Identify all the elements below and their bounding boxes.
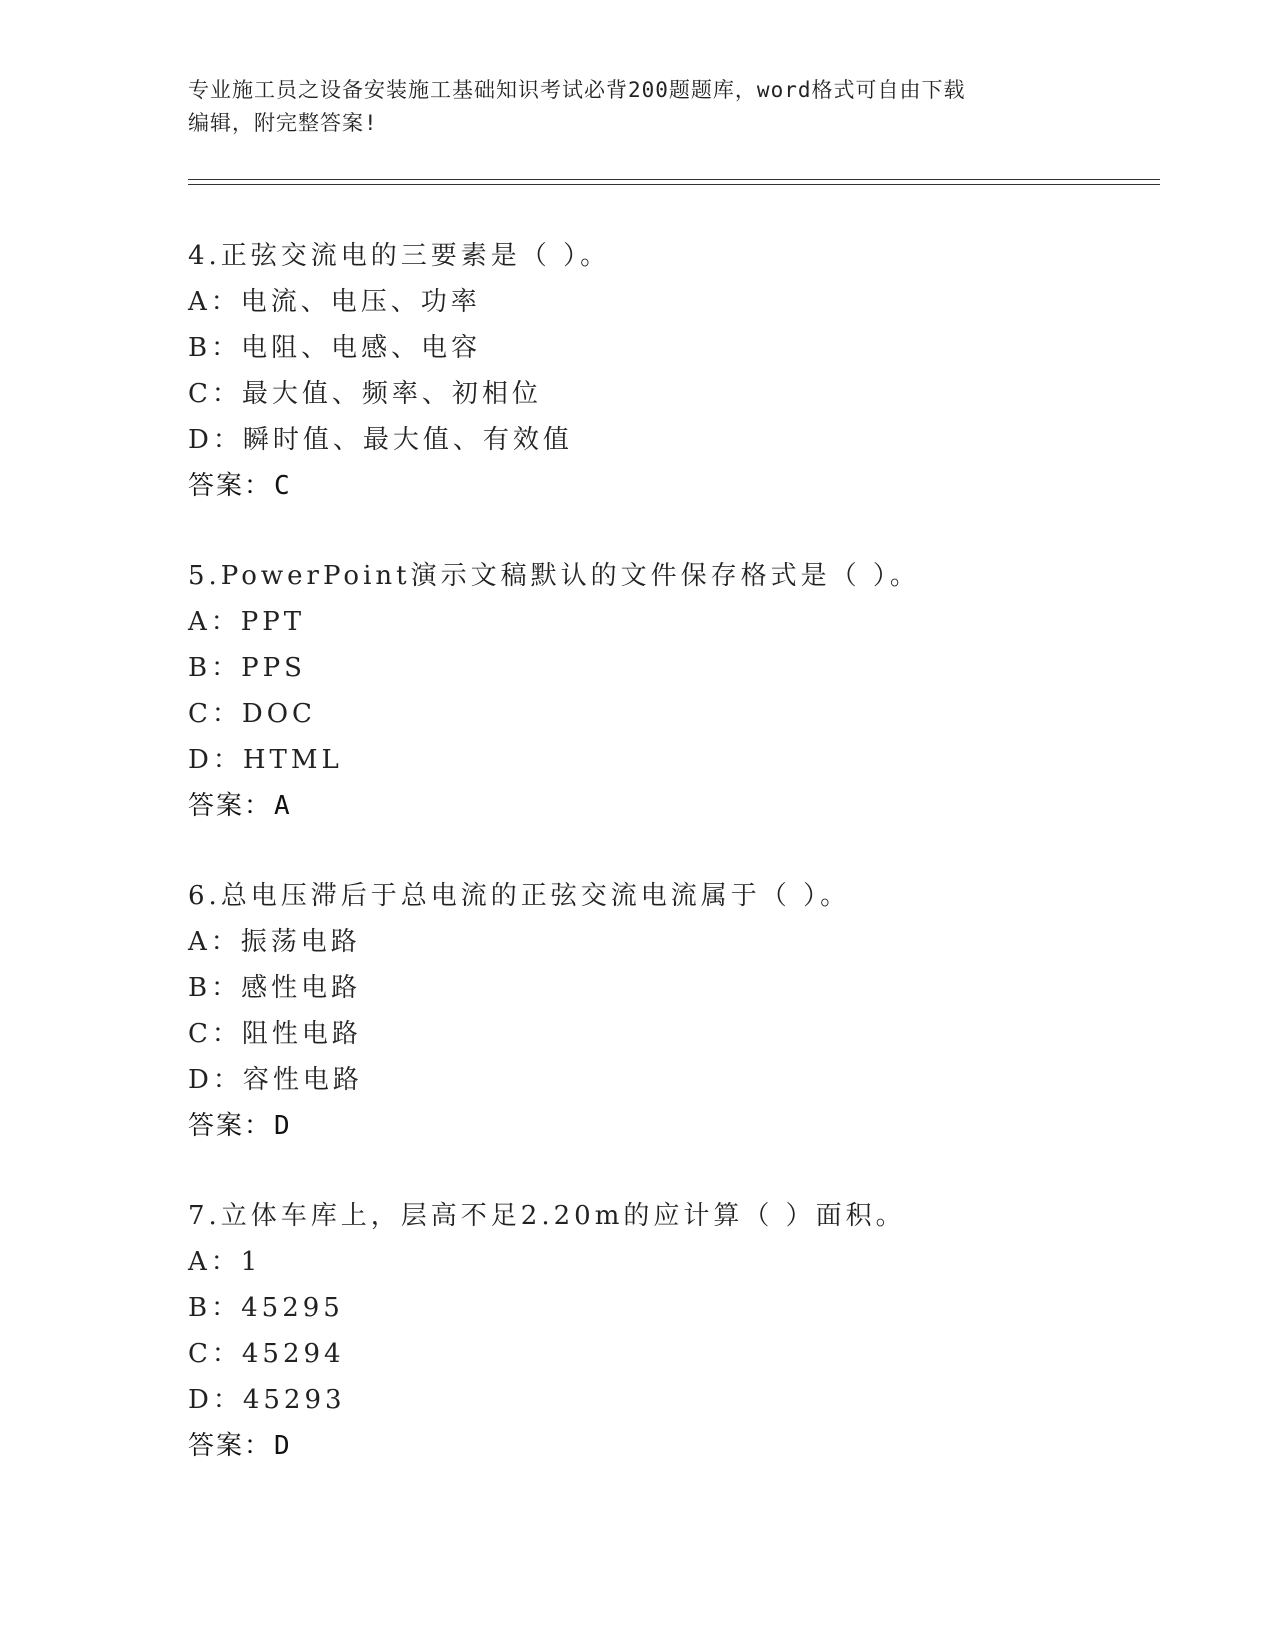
question-4 xyxy=(188,233,1160,509)
option-b: B：PPS xyxy=(188,653,306,683)
answer-line xyxy=(188,1423,1160,1469)
question-7 xyxy=(188,1193,1160,1469)
question-6 xyxy=(188,873,1160,1149)
answer-value: D xyxy=(274,1111,290,1141)
answer-value: A xyxy=(274,791,290,821)
option-a: A：电流、电压、功率 xyxy=(188,287,481,317)
option-d: D：HTML xyxy=(188,745,343,775)
option-b: B：感性电路 xyxy=(188,973,362,1003)
question-5 xyxy=(188,553,1160,829)
option-c: C：45294 xyxy=(188,1339,345,1369)
option-b: B：电阻、电感、电容 xyxy=(188,333,482,363)
question-list xyxy=(188,233,1160,1513)
answer-value: D xyxy=(274,1431,290,1461)
option-c: C：最大值、频率、初相位 xyxy=(188,379,542,409)
answer-line xyxy=(188,463,1160,509)
question-stem: 6.总电压滞后于总电流的正弦交流电流属于（ ）。 xyxy=(188,881,851,911)
option-d: D：容性电路 xyxy=(188,1065,363,1095)
answer-label: 答案： xyxy=(188,1111,273,1141)
answer-value: C xyxy=(274,471,290,501)
option-c: C：DOC xyxy=(188,699,316,729)
header-divider-bottom xyxy=(188,184,1160,185)
option-c: C：阻性电路 xyxy=(188,1019,362,1049)
option-d: D：45293 xyxy=(188,1385,346,1415)
header-line-1: 专业施工员之设备安装施工基础知识考试必背200题题库，word格式可自由下载 xyxy=(188,78,966,102)
document-header xyxy=(188,74,1068,140)
option-a: A：PPT xyxy=(188,607,306,637)
question-stem: 4.正弦交流电的三要素是（ ）。 xyxy=(188,241,611,271)
answer-label: 答案： xyxy=(188,791,273,821)
question-stem: 5.PowerPoint演示文稿默认的文件保存格式是（ ）。 xyxy=(188,561,920,591)
header-line-2: 编辑，附完整答案! xyxy=(188,111,378,135)
answer-label: 答案： xyxy=(188,471,273,501)
answer-label: 答案： xyxy=(188,1431,273,1461)
option-a: A：振荡电路 xyxy=(188,927,361,957)
option-a: A：1 xyxy=(188,1247,262,1277)
option-d: D：瞬时值、最大值、有效值 xyxy=(188,425,573,455)
answer-line xyxy=(188,1103,1160,1149)
header-divider-top xyxy=(188,179,1160,180)
option-b: B：45295 xyxy=(188,1293,344,1323)
question-stem: 7.立体车库上，层高不足2.20m的应计算（ ）面积。 xyxy=(188,1201,906,1231)
answer-line xyxy=(188,783,1160,829)
